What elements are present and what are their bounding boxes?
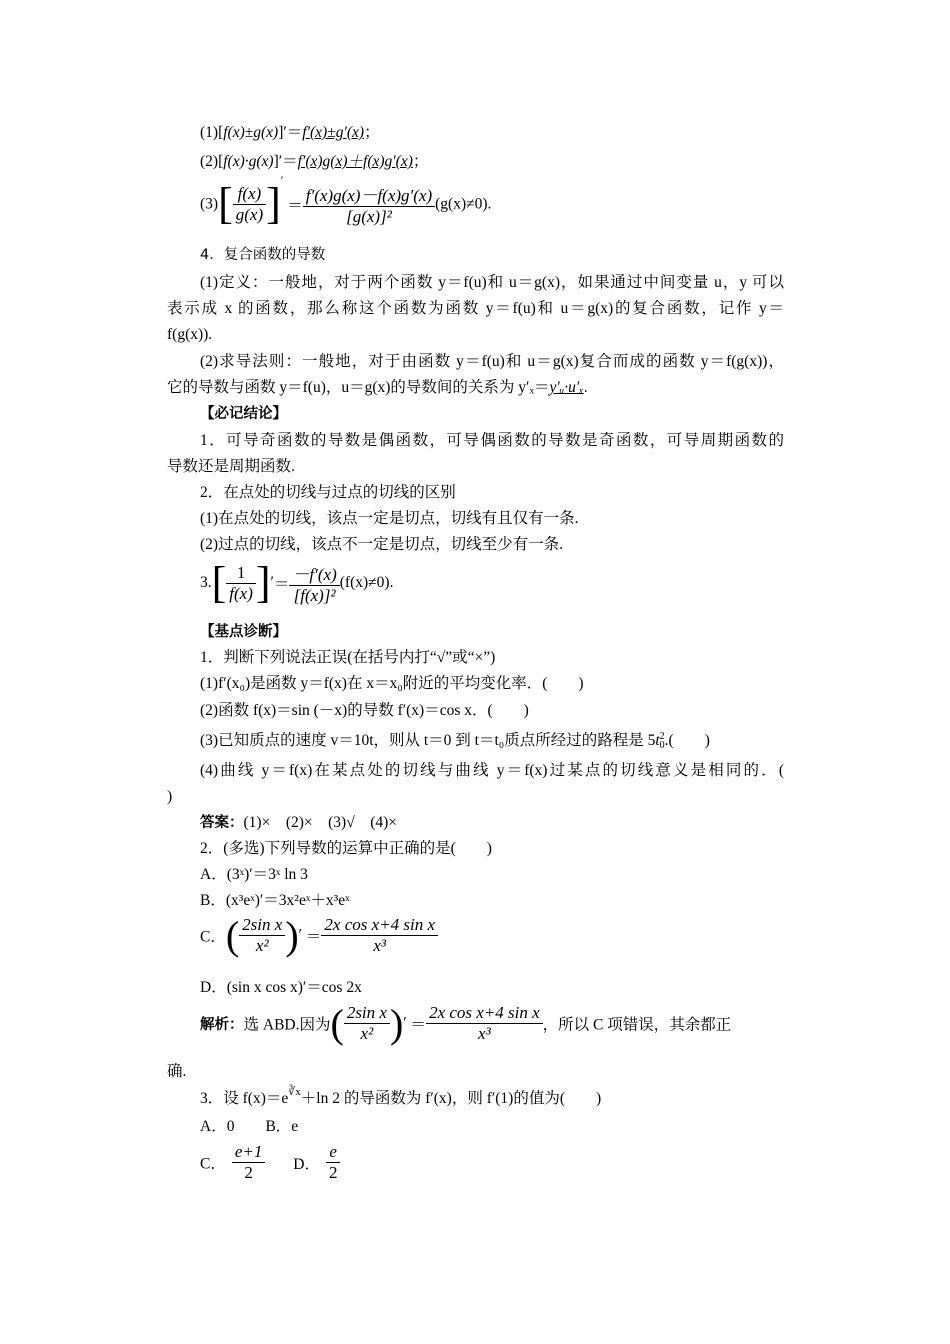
prime-mark: ′: [270, 574, 274, 591]
diagnosis-heading: 【基点诊断】: [200, 624, 287, 640]
section4-heading: 4．复合函数的导数: [200, 247, 326, 263]
q3-text-a: 3．设 f(x)＝e: [200, 1090, 289, 1107]
solution-result: [426, 1003, 543, 1044]
rule-sum-answer: f′(x)±g′(x): [302, 124, 365, 141]
solution-result-denominator: x³: [426, 1023, 543, 1044]
quotient-result: [303, 181, 435, 227]
rule-product-answer: f′(x)g(x)＋f(x)g′(x): [297, 153, 413, 170]
q3-option-d-numerator: e: [329, 1142, 337, 1161]
right-bracket: ]: [266, 179, 281, 229]
solution-numerator: 2sin x: [346, 1003, 387, 1022]
q1-item-4-close: ): [167, 788, 173, 805]
rule-sum-mid: ]′＝: [278, 124, 303, 141]
reciprocal-numerator: 1: [236, 562, 246, 582]
solution-denominator: x²: [344, 1023, 390, 1044]
rule-product-prefix: (2)[: [200, 153, 224, 170]
q1-answer: [200, 812, 397, 834]
q1-item-3-t: t: [655, 732, 660, 749]
q1-item-3-sub: 0: [659, 740, 665, 752]
q2-option-a: A．(3ˣ)′＝3ˣ ln 3: [200, 866, 308, 883]
solution-text-a: 选 ABD.因为: [243, 1016, 331, 1034]
answer-value: (1)× (2)× (3)√ (4)×: [243, 814, 398, 831]
q3-options-ab: A．0 B．e: [200, 1118, 299, 1135]
rule-quotient: (3)[ $\frac{f(x)}{g(x)}$ ]′ ＝ $\frac{f'(x)g(x)-f(x)g'(x)}{\text{[g(x)]²}}$ (g(x)≠0).: [200, 173, 492, 229]
quotient-condition: (g(x)≠0).: [435, 195, 492, 213]
section4-def-line1: (1)定义：一般地，对于两个函数 y＝f(u)和 u＝g(x)，如果通过中间变量 u，y 可以: [200, 274, 784, 291]
q3-text-b: ＋ln 2 的导函数为 f′(x)，则 f′(1)的值为( ): [300, 1090, 602, 1107]
reciprocal-result: [289, 560, 339, 606]
conclusion-3-condition: (f(x)≠0).: [339, 574, 394, 591]
option-c-result: [321, 915, 438, 956]
conclusion-2: 2．在点处的切线与过点的切线的区别: [200, 484, 456, 501]
reciprocal-result-numerator: －f′(x): [292, 565, 337, 584]
conclusion-1-line1: 1．可导奇函数的导数是偶函数，可导偶函数的导数是奇函数，可导周期函数的: [200, 432, 784, 449]
quotient-result-denominator: [g(x)]²: [303, 206, 435, 227]
conclusion-1-line2: 导数还是周期函数.: [167, 458, 295, 475]
rule-sum: [200, 122, 380, 144]
q1-item-4: (4)曲线 y＝f(x)在某点处的切线与曲线 y＝f(x)过某点的切线意义是相同的．(: [200, 762, 784, 779]
solution-label: 解析：: [200, 1017, 244, 1033]
q3-option-c-label: C．: [200, 1155, 226, 1173]
conclusion-3: 3.[ $\frac{1}{f(x)}$ ]′＝ $\frac{-f'(x)}{\text{[f(x)]²}}$ (f(x)≠0).: [200, 558, 394, 607]
option-c-denominator: x²: [239, 935, 285, 956]
option-c-fraction: [239, 915, 285, 956]
conclusion-2-2: (2)过点的切线，该点不一定是切点，切线至少有一条.: [200, 536, 563, 553]
rule-product-mid: ]′＝: [273, 153, 298, 170]
q2-option-c: C．( $\frac{\text{2sin x}}{\text{x²}}$ )′ ＝ $\frac{\text{2x cos x+4 sin x}}{\text{x³}}$: [200, 915, 438, 956]
q3-stem: [200, 1088, 601, 1110]
left-paren: (: [225, 912, 240, 958]
quotient-numerator: f(x): [237, 183, 262, 203]
quotient-result-numerator: f′(x)g(x)－f(x)g′(x): [305, 186, 433, 206]
section4-def-line3: f(g(x)).: [167, 326, 213, 343]
solution-text-b: ，所以 C 项错误，其余都正: [542, 1016, 732, 1034]
section4-rule-line1: (2)求导法则：一般地，对于由函数 y＝f(u)和 u＝g(x)复合而成的函数 y＝f(g(x))，: [200, 353, 784, 370]
q2-option-c-label: C．: [200, 928, 226, 946]
q1-item-3: [200, 730, 710, 752]
q2-stem: 2．(多选)下列导数的运算中正确的是( ): [200, 840, 492, 857]
option-c-numerator: 2sin x: [242, 915, 283, 934]
left-paren: (: [330, 1000, 344, 1046]
option-c-result-numerator: 2x cos x+4 sin x: [324, 915, 436, 934]
rule-sum-end: ；: [364, 124, 380, 141]
rule-product: [200, 151, 428, 173]
q1-item-3-text: (3)已知质点的速度 v＝10t，则从 t＝0 到 t＝t₀质点所经过的路程是 5: [200, 732, 656, 749]
q3-option-c-fraction: [232, 1142, 266, 1183]
q3-option-d-denominator: 2: [326, 1162, 341, 1183]
reciprocal-denominator: f(x): [226, 583, 256, 604]
q3-option-c-numerator: e+1: [234, 1142, 263, 1161]
q1-item-3-sup: 2: [659, 731, 665, 743]
conclusion-3-prefix: 3.: [200, 574, 212, 591]
q3-option-d-label: D．: [293, 1155, 320, 1173]
answer-label: 答案：: [200, 815, 244, 831]
q2-option-d: D．(sin x cos x)′＝cos 2x: [200, 979, 362, 996]
option-c-result-denominator: x³: [321, 935, 438, 956]
q1-item-3-end: .( ): [664, 732, 710, 749]
conclusion-2-1: (1)在点处的切线，该点一定是切点，切线有且仅有一条.: [200, 510, 579, 527]
right-paren: ): [389, 1000, 404, 1046]
quotient-denominator: g(x): [233, 204, 266, 225]
q2-option-b: B．(x³eˣ)′＝3x²eˣ＋x³eˣ: [200, 892, 350, 909]
rule-quotient-prefix: (3): [200, 195, 219, 213]
q3-exponent: ∛x: [288, 1086, 301, 1098]
right-bracket: ]: [255, 558, 271, 607]
reciprocal-fraction: [226, 563, 256, 604]
left-bracket: [: [211, 558, 227, 607]
solution-result-numerator: 2x cos x+4 sin x: [429, 1003, 540, 1022]
rule-sum-prefix: (1)[: [200, 124, 224, 141]
section4-def-line2: 表示成 x 的函数，那么称这个函数为函数 y＝f(u)和 u＝g(x)的复合函数，记作 y＝: [167, 300, 784, 317]
q1-item-2: (2)函数 f(x)＝sin (－x)的导数 f′(x)＝cos x．( ): [200, 702, 529, 719]
prime-mark: ′: [403, 1014, 407, 1032]
q1-stem: 1．判断下列说法正误(在括号内打“√”或“×”): [200, 649, 496, 666]
q1-item-1: (1)f′(x₀)是函数 y＝f(x)在 x＝x₀附近的平均变化率．( ): [200, 675, 584, 692]
section4-rule-line2: [167, 377, 588, 399]
conclusions-heading: 【必记结论】: [200, 406, 287, 422]
rule-sum-expr: f(x)±g(x): [223, 124, 279, 141]
q2-solution-end: 确.: [167, 1063, 187, 1080]
q3-options-cd: [200, 1142, 340, 1183]
prime-mark: ′: [298, 926, 303, 944]
q2-solution: 解析：选 ABD.因为( $\frac{\text{2sin x}}{\text{x²}}$ )′ ＝ $\frac{\text{2x cos x+4 sin x}}{\text{x³}}$ ，所以 C 项错误，其余都正: [200, 1000, 732, 1046]
solution-fraction: [344, 1003, 390, 1044]
reciprocal-result-denominator: [f(x)]²: [289, 585, 339, 606]
rule-product-end: ；: [412, 153, 429, 170]
left-bracket: [: [218, 179, 233, 229]
prime-mark: ′: [280, 173, 284, 187]
chain-rule-end: .: [583, 379, 588, 396]
chain-rule-answer: y′ᵤ·u′ₓ: [549, 379, 584, 396]
rule-product-expr: f(x)·g(x): [223, 153, 274, 170]
q3-option-d-fraction: [326, 1142, 341, 1183]
right-paren: ): [285, 912, 299, 958]
q3-option-c-denominator: 2: [232, 1162, 266, 1183]
chain-rule-text: 它的导数与函数 y＝f(u)，u＝g(x)的导数间的关系为 y′ₓ＝: [167, 379, 550, 396]
quotient-fraction: [233, 184, 266, 225]
